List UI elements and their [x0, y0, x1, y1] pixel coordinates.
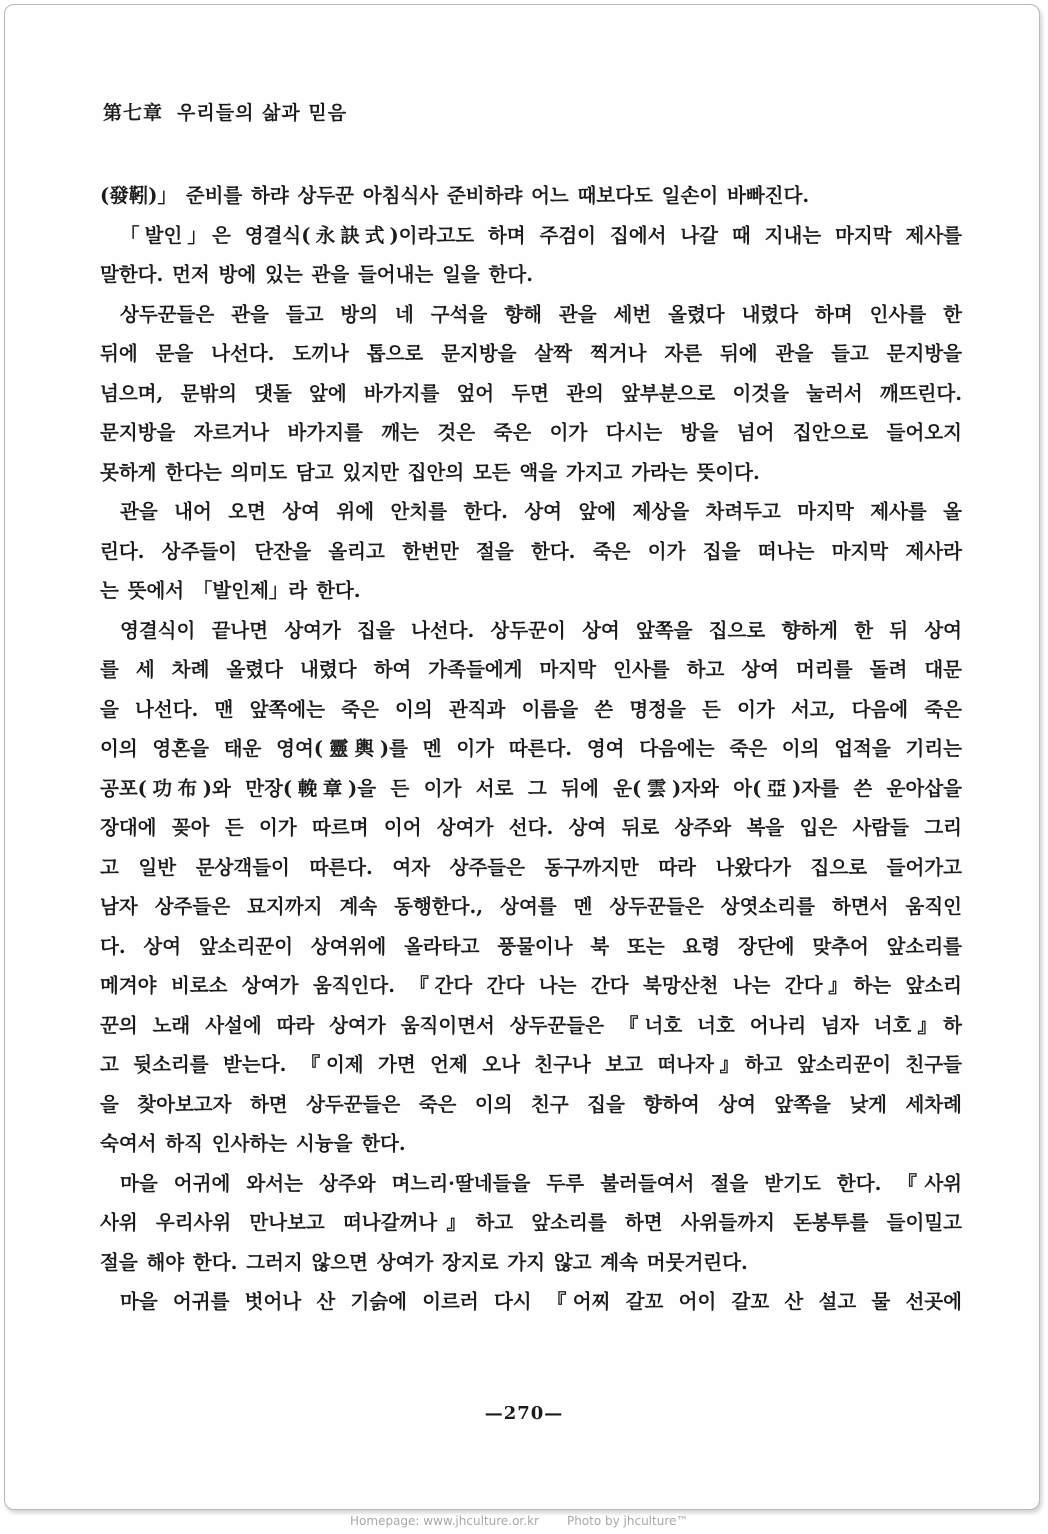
text-line: 이의 영혼을 태운 영여(靈輿)를 멘 이가 따른다. 영여 다음에는 죽은 이의 업적을 기리는 [100, 737, 962, 760]
text-line: 남자 상주들은 묘지까지 계속 동행한다., 상여를 멘 상두꾼들은 상엿소리를 하면서 움직인 [100, 895, 962, 918]
text-line: 고 일반 문상객들이 따른다. 여자 상주들은 동구까지만 따라 나왔다가 집으로 들어가고 [100, 855, 962, 879]
text-line: 메겨야 비로소 상여가 움직인다. 『간다 간다 나는 간다 북망산천 나는 간다』하는 앞소리 [100, 974, 962, 997]
text-line: 장대에 꽂아 든 이가 따르며 이어 상여가 선다. 상여 뒤로 상주와 복을 입은 사람들 그리 [100, 816, 962, 839]
text-line: 절을 해야 한다. 그러지 않으면 상여가 장지로 가지 않고 계속 머뭇거린다. [100, 1250, 748, 1274]
text-line: 를 세 차례 올렸다 내렸다 하여 가족들에게 마지막 인사를 하고 상여 머리를 돌려 대문 [100, 658, 962, 681]
text-line: 숙여서 하직 인사하는 시늉을 한다. [100, 1132, 406, 1155]
text-line: 꾼의 노래 사설에 따라 상여가 움직이면서 상두꾼들은 『너호 너호 어나리 넘자 너호』하 [100, 1013, 962, 1037]
text-line: 을 찾아보고자 하면 상두꾼들은 죽은 이의 친구 집을 향하여 상여 앞쪽을 낮게 세차례 [100, 1092, 962, 1116]
text-line: 영결식이 끝나면 상여가 집을 나선다. 상두꾼이 상여 앞쪽을 집으로 향하게 한 뒤 상여 [120, 618, 962, 642]
text-line: 다. 상여 앞소리꾼이 상여위에 올라타고 풍물이나 북 또는 요령 장단에 맞추어 앞소리를 [100, 934, 962, 958]
text-line: 관을 내어 오면 상여 위에 안치를 한다. 상여 앞에 제상을 차려두고 마지막 제사를 올 [120, 500, 962, 523]
footer-photo-credit: Photo by jhculture™ [566, 1514, 689, 1528]
text-line: 못하게 한다는 의미도 담고 있지만 집안의 모든 액을 가지고 가라는 뜻이다. [100, 460, 760, 484]
text-line: 마을 어귀를 벗어나 산 기슭에 이르러 다시 『어찌 갈꼬 어이 갈꼬 산 설고 물 선곳에 [120, 1290, 962, 1313]
page-number: —270— [484, 1403, 564, 1424]
text-line: 을 나선다. 맨 앞쪽에는 죽은 이의 관직과 이름을 쓴 명정을 든 이가 서고, 다음에 죽은 [100, 697, 962, 721]
text-line: 사위 우리사위 만나보고 떠나갈꺼나』하고 앞소리를 하면 사위들까지 돈봉투를 들이밀고 [100, 1211, 962, 1234]
footer-homepage: Homepage: www.jhculture.or.kr [350, 1514, 539, 1528]
chapter-title: 우리들의 삶과 믿음 [177, 102, 348, 124]
text-line: (發靷)」 준비를 하랴 상두꾼 아침식사 준비하랴 어느 때보다도 일손이 바빠진다. [100, 184, 810, 207]
text-line: 넘으며, 문밖의 댓돌 앞에 바가지를 엎어 두면 관의 앞부분으로 이것을 눌러서 깨뜨린다. [100, 381, 962, 405]
running-header [103, 98, 347, 125]
text-line: 상두꾼들은 관을 들고 방의 네 구석을 향해 관을 세번 올렸다 내렸다 하며 인사를 한 [120, 302, 962, 326]
text-line: 문지방을 자르거나 바가지를 깨는 것은 죽은 이가 다시는 방을 넘어 집안으로 들어오지 [100, 421, 962, 444]
text-line: 마을 어귀에 와서는 상주와 며느리·딸네들을 두루 불러들여서 절을 받기도 한다. 『사위 [120, 1171, 962, 1195]
text-line: 고 뒷소리를 받는다. 『이제 가면 언제 오나 친구나 보고 떠나자』하고 앞소리꾼이 친구들 [100, 1053, 962, 1076]
text-line: 「발인」은 영결식(永訣式)이라고도 하며 주검이 집에서 나갈 때 지내는 마지막 제사를 [120, 223, 962, 247]
text-line: 뒤에 문을 나선다. 도끼나 톱으로 문지방을 살짝 찍거나 자른 뒤에 관을 들고 문지방을 [100, 342, 962, 365]
text-line: 린다. 상주들이 단잔을 올리고 한번만 절을 한다. 죽은 이가 집을 떠나는 마지막 제사라 [100, 539, 962, 563]
chapter-label: 第七章 [103, 102, 164, 124]
footer-credits [350, 1514, 688, 1528]
body-text [100, 176, 962, 1322]
text-line: 공포(功布)와 만장(輓章)을 든 이가 서로 그 뒤에 운(雲)자와 아(亞)자를 쓴 운아삽을 [100, 776, 962, 800]
text-line: 는 뜻에서 「발인제」라 한다. [100, 579, 361, 602]
text-line: 말한다. 먼저 방에 있는 관을 들어내는 일을 한다. [100, 263, 534, 286]
